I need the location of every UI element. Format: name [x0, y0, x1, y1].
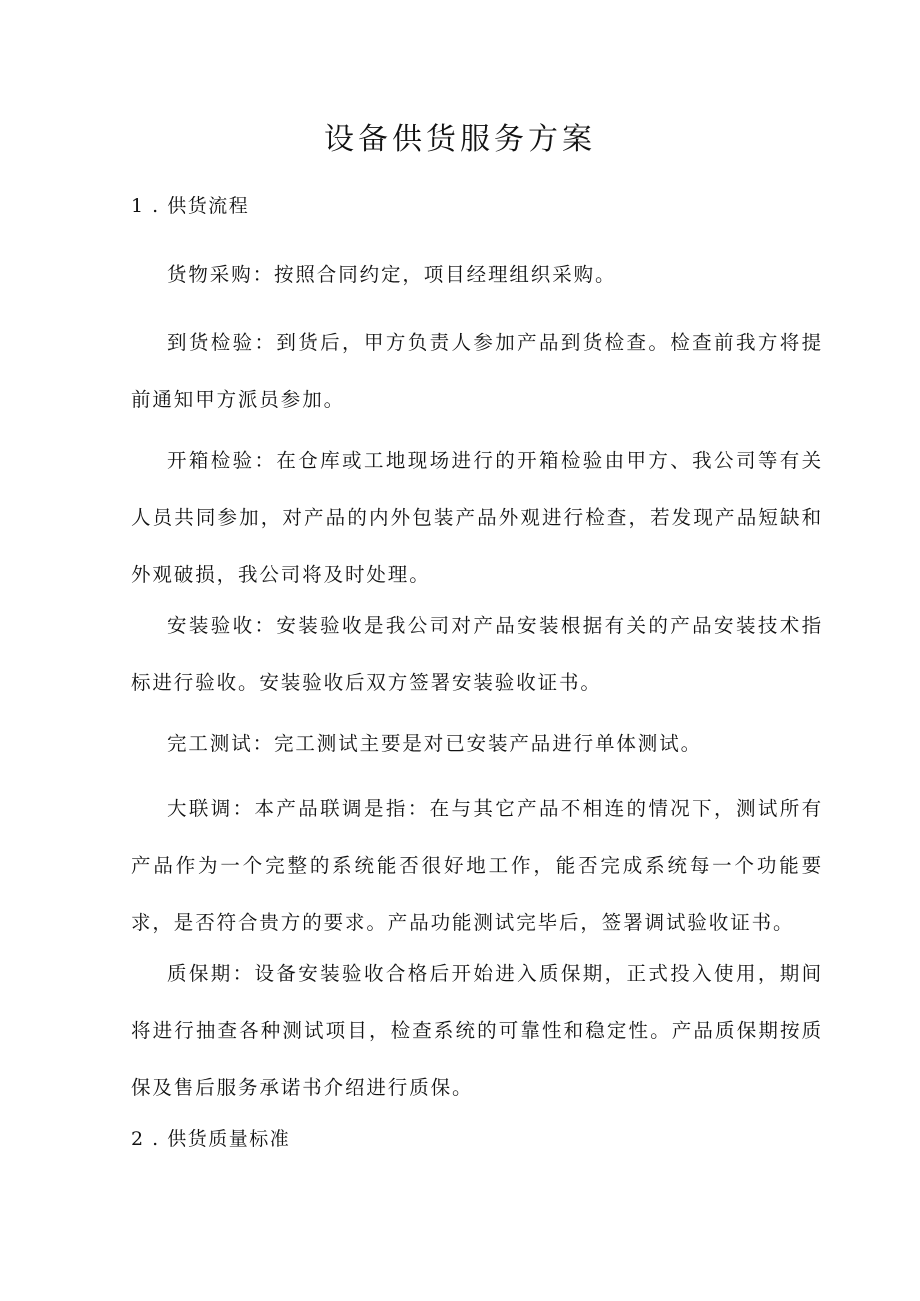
- paragraph-unpacking-inspection: 开箱检验：在仓库或工地现场进行的开箱检验由甲方、我公司等有关人员共同参加，对产品的内外包装产品外观进行检查，若发现产品短缺和外观破损，我公司将及时处理。: [131, 449, 823, 586]
- paragraph-warranty-period: 质保期：设备安装验收合格后开始进入质保期，正式投入使用，期间将进行抽查各种测试项目，检查系统的可靠性和稳定性。产品质保期按质保及售后服务承诺书介绍进行质保。: [131, 962, 823, 1099]
- paragraph-joint-debugging: 大联调：本产品联调是指：在与其它产品不相连的情况下，测试所有产品作为一个完整的系统能否很好地工作，能否完成系统每一个功能要求，是否符合贵方的要求。产品功能测试完毕后，签署调试验收证书。: [131, 797, 823, 934]
- section-heading-supply-process: 1 . 供货流程: [131, 195, 250, 217]
- document-title: 设备供货服务方案: [324, 122, 596, 157]
- paragraph-installation-acceptance: 安装验收：安装验收是我公司对产品安装根据有关的产品安装技术指标进行验收。安装验收后双方签署安装验收证书。: [131, 614, 823, 694]
- section-heading-quality-standard: 2 . 供货质量标准: [131, 1128, 291, 1150]
- paragraph-completion-test: 完工测试：完工测试主要是对已安装产品进行单体测试。: [167, 732, 703, 755]
- paragraph-procurement: 货物采购：按照合同约定，项目经理组织采购。: [167, 263, 617, 286]
- paragraph-arrival-inspection: 到货检验：到货后，甲方负责人参加产品到货检查。检查前我方将提前通知甲方派员参加。: [131, 331, 823, 411]
